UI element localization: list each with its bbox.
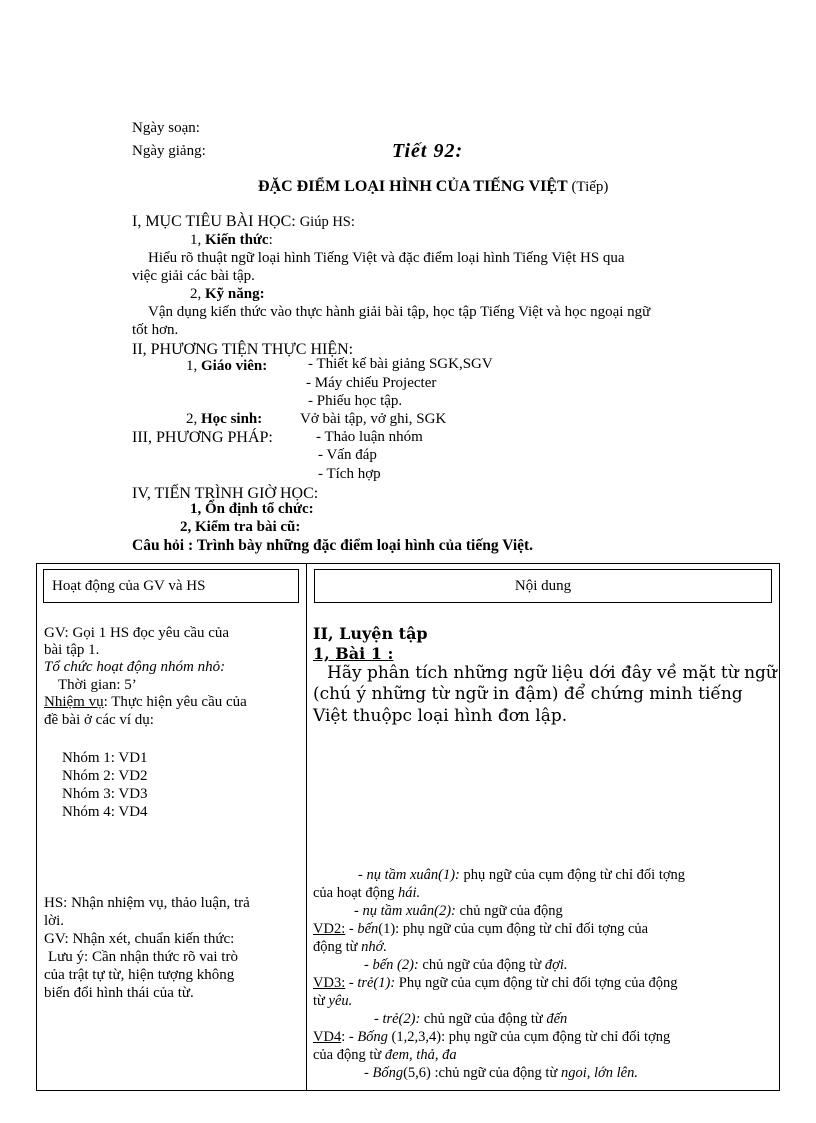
method-item-2: - Vấn đáp xyxy=(318,447,377,463)
group-activity-title: Tổ chức hoạt động nhóm nhỏ: xyxy=(44,659,226,675)
group-item: Nhóm 2: VD2 xyxy=(62,768,148,784)
student-label xyxy=(186,411,262,428)
teacher-num: 1, xyxy=(186,358,198,374)
analysis-term: trẻ(1): xyxy=(357,975,396,991)
objectives-heading-text: I, MỤC TIÊU BÀI HỌC: xyxy=(132,213,296,230)
analysis-line xyxy=(364,1066,638,1082)
teacher-item-3: - Phiếu học tập. xyxy=(308,393,403,409)
process-step-2: 2, Kiểm tra bài cũ: xyxy=(180,519,301,535)
gv-feedback: GV: Nhận xét, chuẩn kiến thức: xyxy=(44,931,235,947)
student-num: 2, xyxy=(186,411,198,427)
task-label: Nhiệm vụ xyxy=(44,694,104,710)
analysis-term: - bến (2): xyxy=(364,957,419,973)
gv-instruction-line-1: GV: Gọi 1 HS đọc yêu cầu của xyxy=(44,625,230,641)
objectives-intro: Giúp HS: xyxy=(299,214,355,230)
analysis-text: Phụ ngữ của cụm động từ chỉ đối tợng của động xyxy=(395,975,678,991)
analysis-term: bến xyxy=(357,921,379,937)
method-item-1: - Thảo luận nhóm xyxy=(316,429,423,445)
analysis-text: (1,2,3,4): phụ ngữ của cụm động từ chỉ đối tợng xyxy=(387,1029,671,1045)
analysis-term: nhớ. xyxy=(361,939,388,955)
knowledge-label: Kiến thức xyxy=(205,232,269,248)
group-item: Nhóm 1: VD1 xyxy=(62,750,148,766)
skills-heading xyxy=(190,286,265,303)
student-value: Vở bài tập, vở ghi, SGK xyxy=(300,411,447,427)
analysis-text: của động từ xyxy=(313,1047,385,1063)
analysis-line xyxy=(313,886,420,902)
analysis-line xyxy=(374,1012,567,1028)
note-line-3: biến đổi hình thái của từ. xyxy=(44,985,194,1001)
left-column-header: Hoạt động của GV và HS xyxy=(43,569,299,603)
knowledge-line-1: Hiểu rõ thuật ngữ loại hình Tiếng Việt và đặc điểm loại hình Tiếng Việt HS qua xyxy=(148,250,625,266)
process-heading: IV, TIẾN TRÌNH GIỜ HỌC: xyxy=(132,485,319,502)
analysis-line xyxy=(313,1048,457,1064)
note-line-1: Lưu ý: Cần nhận thức rõ vai trò xyxy=(48,949,238,965)
teacher-item-2: - Máy chiếu Projecter xyxy=(306,375,437,391)
analysis-text: chủ ngữ của động từ xyxy=(420,1011,547,1027)
objectives-heading xyxy=(132,213,355,231)
knowledge-line-2: việc giải các bài tập. xyxy=(132,268,255,284)
analysis-line xyxy=(354,904,563,920)
analysis-term: - nụ tầm xuân(1): xyxy=(358,867,460,883)
analysis-term: yêu. xyxy=(328,993,353,1009)
analysis-term: - trẻ(2): xyxy=(374,1011,421,1027)
review-question: Câu hỏi : Trình bày những đặc điểm loại hình của tiếng Việt. xyxy=(132,537,534,554)
example-label: VD4 xyxy=(313,1029,342,1045)
ngay-soan-label: Ngày soạn: xyxy=(132,120,200,136)
analysis-term: đợi. xyxy=(544,957,568,973)
analysis-text: (5,6) :chủ ngữ của động từ xyxy=(403,1065,561,1081)
practice-section-title: II, Luyện tập xyxy=(313,624,428,643)
gv-instruction-line-2: bài tập 1. xyxy=(44,642,100,658)
analysis-text: phụ ngữ của cụm động từ chỉ đối tợng xyxy=(459,867,686,883)
analysis-term: hái. xyxy=(397,885,421,901)
page-title xyxy=(258,178,608,196)
analysis-line xyxy=(313,994,352,1010)
analysis-line xyxy=(313,976,678,992)
analysis-term: Bống xyxy=(357,1029,388,1045)
analysis-term: - nụ tầm xuân(2): xyxy=(354,903,456,919)
right-column-header: Nội dung xyxy=(314,569,772,603)
note-line-2: của trật tự từ, hiện tượng không xyxy=(44,967,235,983)
analysis-text: - xyxy=(345,921,358,937)
resources-heading: II, PHƯƠNG TIỆN THỰC HIỆN: xyxy=(132,341,354,358)
analysis-text: từ xyxy=(313,993,329,1009)
task-line-2: đề bài ở các ví dụ: xyxy=(44,712,154,728)
student-label-text: Học sinh: xyxy=(201,411,263,427)
task-line-1 xyxy=(44,694,247,711)
exercise-1-prompt: Hãy phân tích những ngữ liệu dới đây về mặt từ ngữ (chú ý những từ ngữ in đậm) để chứng minh tiếng Việt thuộpc loại hình đơn lập. xyxy=(313,663,777,726)
teacher-label xyxy=(186,358,267,375)
analysis-line xyxy=(358,868,685,884)
analysis-line xyxy=(313,1030,670,1046)
example-label: VD2: xyxy=(313,921,346,937)
ngay-giang-label: Ngày giảng: xyxy=(132,143,206,159)
analysis-text: (1): phụ ngữ của cụm động từ chỉ đối tợng của xyxy=(378,921,649,937)
analysis-line xyxy=(364,958,567,974)
lesson-number: Tiết 92: xyxy=(392,140,464,162)
method-item-3: - Tích hợp xyxy=(318,466,381,482)
analysis-text: động từ xyxy=(313,939,362,955)
teacher-item-1: - Thiết kế bài giảng SGK,SGV xyxy=(308,356,493,372)
title-main: ĐẶC ĐIỂM LOẠI HÌNH CỦA TIẾNG VIỆT xyxy=(258,178,568,195)
group-item: Nhóm 3: VD3 xyxy=(62,786,148,802)
skills-line-1: Vận dụng kiến thức vào thực hành giải bài tập, học tập Tiếng Việt và học ngoại ngữ xyxy=(148,304,651,320)
group-item: Nhóm 4: VD4 xyxy=(62,804,148,820)
analysis-line xyxy=(313,922,648,938)
skills-num: 2, xyxy=(190,286,202,302)
skills-line-2: tốt hơn. xyxy=(132,322,179,338)
knowledge-heading: 1, Kiến thức: xyxy=(190,232,273,248)
column-divider xyxy=(306,564,307,1090)
analysis-text: chủ ngữ của động từ xyxy=(418,957,545,973)
hs-response-line-1: HS: Nhận nhiệm vụ, thảo luận, trả xyxy=(44,895,250,911)
analysis-line xyxy=(313,940,387,956)
analysis-term: đến xyxy=(546,1011,568,1027)
analysis-text: : - xyxy=(341,1029,358,1045)
title-suffix: (Tiếp) xyxy=(571,179,609,195)
teacher-label-text: Giáo viên: xyxy=(201,358,268,374)
skills-label: Kỹ năng: xyxy=(205,286,265,302)
example-label: VD3: xyxy=(313,975,346,991)
analysis-text: - xyxy=(345,975,358,991)
methods-heading: III, PHƯƠNG PHÁP: xyxy=(132,429,273,446)
analysis-term: đem, thả, đa xyxy=(384,1047,457,1063)
analysis-text: - xyxy=(364,1065,373,1081)
analysis-text: chủ ngữ của động xyxy=(455,903,563,919)
time-limit: Thời gian: 5’ xyxy=(58,677,137,693)
analysis-term: ngoi, lớn lên. xyxy=(560,1065,638,1081)
hs-response-line-2: lời. xyxy=(44,913,65,929)
knowledge-num: 1, xyxy=(190,232,202,248)
analysis-term: Bống xyxy=(372,1065,404,1081)
process-step-1: 1, Ổn định tổ chức: xyxy=(190,501,314,517)
exercise-1-title: 1, Bài 1 : xyxy=(313,644,394,663)
analysis-text: của hoạt động xyxy=(313,885,398,901)
task-text: : Thực hiện yêu cầu của xyxy=(103,694,247,710)
